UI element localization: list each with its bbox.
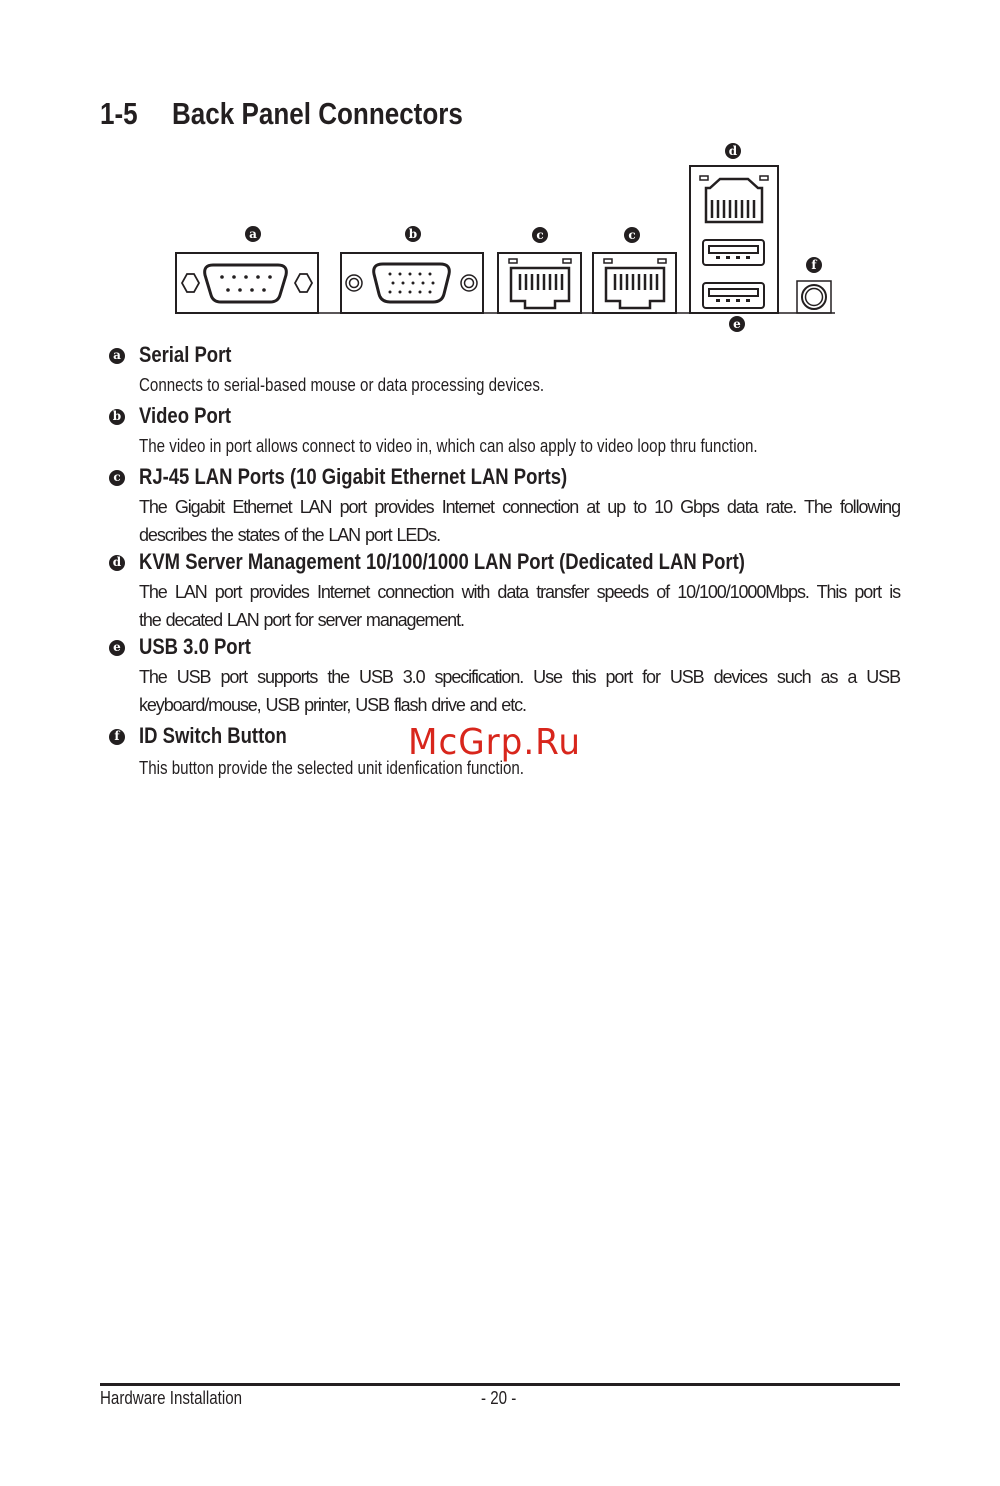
video-port-connector [341,253,483,313]
bullet-b: b [109,409,125,425]
item-description [139,493,900,549]
footer-divider [100,1383,900,1386]
bullet-f: f [109,729,125,745]
section-title: Back Panel Connectors [172,96,463,131]
item-description: This button provide the selected unit idenfication function. [139,758,524,778]
description-line: The Gigabit Ethernet LAN port provides Internet connection at up to 10 Gbps data rate. The following [139,497,900,517]
bullet-e: e [109,640,125,656]
bullet-d: d [109,555,125,571]
item-description: Connects to serial-based mouse or data processing devices. [139,375,545,395]
label-b: b [408,227,418,241]
serial-port-connector [176,253,318,313]
description-line: describes the states of the LAN port LEDs. [139,525,440,545]
description-line: The LAN port provides Internet connection with data transfer speeds of 10/100/1000Mbps. This port is [139,582,900,602]
kvm-lan-usb-stack [690,166,778,313]
bullet-c: c [109,470,125,486]
id-switch-button-connector [797,281,831,313]
label-f: f [811,258,817,272]
item-description [139,578,900,634]
label-a: a [249,227,257,241]
item-title: KVM Server Management 10/100/1000 LAN Port (Dedicated LAN Port) [139,549,745,574]
label-c-2: c [628,228,636,242]
section-number: 1-5 [100,96,138,131]
item-title: Video Port [139,403,232,428]
lan-port-2-connector [593,253,676,313]
lan-port-1-connector [498,253,581,313]
description-line: the decated LAN port for server management. [139,610,464,630]
description-line: The USB port supports the USB 3.0 specification. Use this port for USB devices such as a USB [139,667,900,687]
footer-page-number: - 20 - [481,1388,517,1408]
item-title: RJ-45 LAN Ports (10 Gigabit Ethernet LAN Ports) [139,464,568,489]
item-description [139,663,900,719]
watermark: McGrp.Ru [408,722,581,763]
description-line: keyboard/mouse, USB printer, USB flash drive and etc. [139,695,526,715]
label-d: d [728,144,738,158]
back-panel-diagram [0,0,1000,340]
item-title: Serial Port [139,342,232,367]
item-description: The video in port allows connect to video in, which can also apply to video loop thru function. [139,436,758,456]
label-e: e [733,317,741,331]
footer-section-name: Hardware Installation [100,1388,243,1408]
label-c-1: c [536,228,544,242]
item-title: USB 3.0 Port [139,634,251,659]
bullet-a: a [109,348,125,364]
item-title: ID Switch Button [139,723,287,748]
